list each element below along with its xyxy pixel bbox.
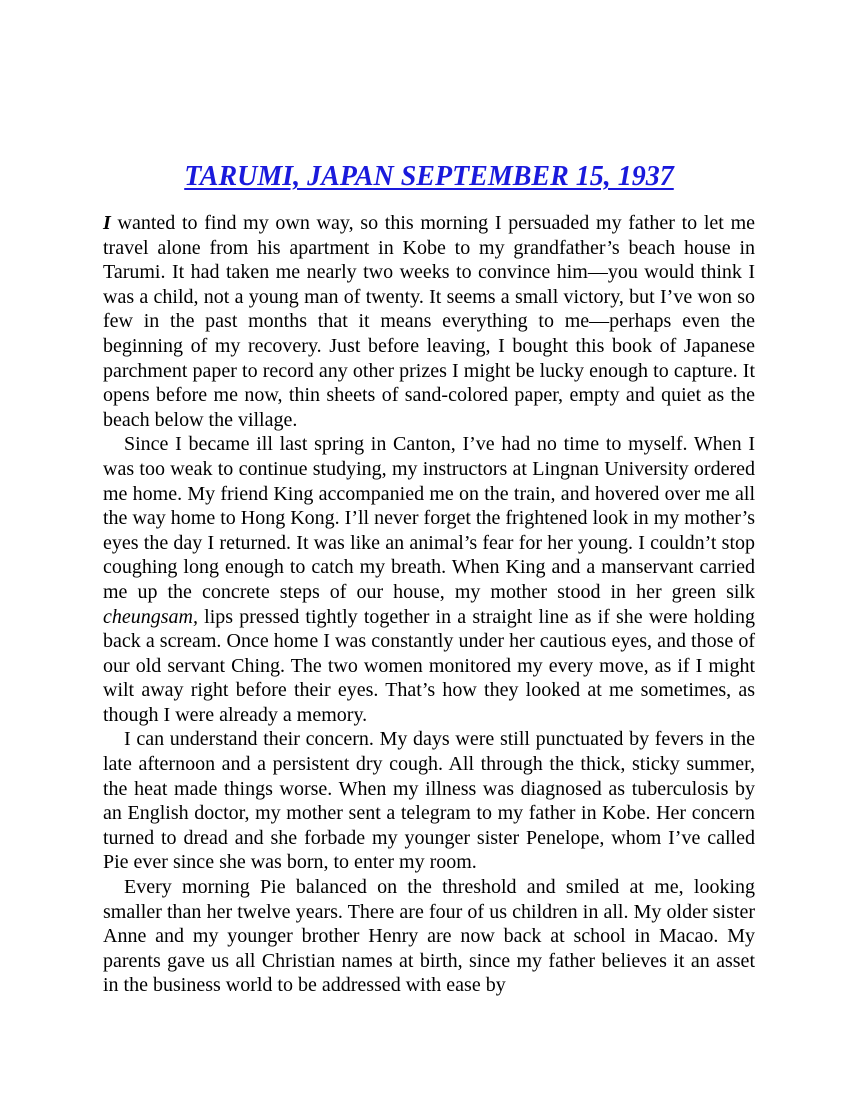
chapter-heading-link[interactable]: TARUMI, JAPAN SEPTEMBER 15, 1937 (184, 161, 674, 192)
paragraph-1 (103, 211, 755, 432)
paragraph-4 (103, 875, 755, 998)
paragraph-1-text: wanted to find my own way, so this morning I persuaded my father to let me travel alone from his apartment in Kobe to my grandfather’s beach house in Tarumi. It had taken me nearly two weeks to convince him—you would think I was a child, not a young man of twenty. It seems a small victory, but I’ve won so few in the past months that it means everything to me—perhaps even the beginning of my recovery. Just before leaving, I bought this book of Japanese parchment paper to record any other prizes I might be lucky enough to capture. It opens before me now, thin sheets of sand-colored paper, empty and quiet as the beach below the village. (103, 212, 755, 431)
paragraph-2-italic-term: cheungsam, (103, 605, 198, 628)
paragraph-2-text-after: lips pressed tightly together in a straight line as if she were holding back a scream. Once home I was constantly under her cautious eyes, and those of our old servant Ching. The two women monitored my every move, as if I might wilt away right before their eyes. That’s how they looked at me sometimes, as though I were already a memory. (103, 605, 755, 726)
paragraph-2-text-before: Since I became ill last spring in Canton, I’ve had no time to myself. When I was too weak to continue studying, my instructors at Lingnan University ordered me home. My friend King accompanied me on the train, and hovered over me all the way home to Hong Kong. I’ll never forget the frightened look in my mother’s eyes the day I returned. It was like an animal’s fear for her young. I couldn’t stop coughing long enough to catch my breath. When King and a manservant carried me up the concrete steps of our house, my mother stood in her green silk (103, 433, 755, 603)
paragraph-1-lead-letter: I (103, 212, 111, 234)
paragraph-4-text: Every morning Pie balanced on the threshold and smiled at me, looking smaller than her twelve years. There are four of us children in all. My older sister Anne and my younger brother Henry are now back at school in Macao. My parents gave us all Christian names at birth, since my father believes it an asset in the business world to be addressed with ease by (103, 876, 755, 997)
book-page (103, 157, 755, 998)
paragraph-3 (103, 727, 755, 875)
chapter-heading (103, 157, 755, 197)
paragraph-2 (103, 432, 755, 727)
paragraph-3-text: I can understand their concern. My days were still punctuated by fevers in the late afternoon and a persistent dry cough. All through the thick, sticky summer, the heat made things worse. When my illness was diagnosed as tuberculosis by an English doctor, my mother sent a telegram to my father in Kobe. Her concern turned to dread and she forbade my younger sister Penelope, whom I’ve called Pie ever since she was born, to enter my room. (103, 728, 755, 874)
